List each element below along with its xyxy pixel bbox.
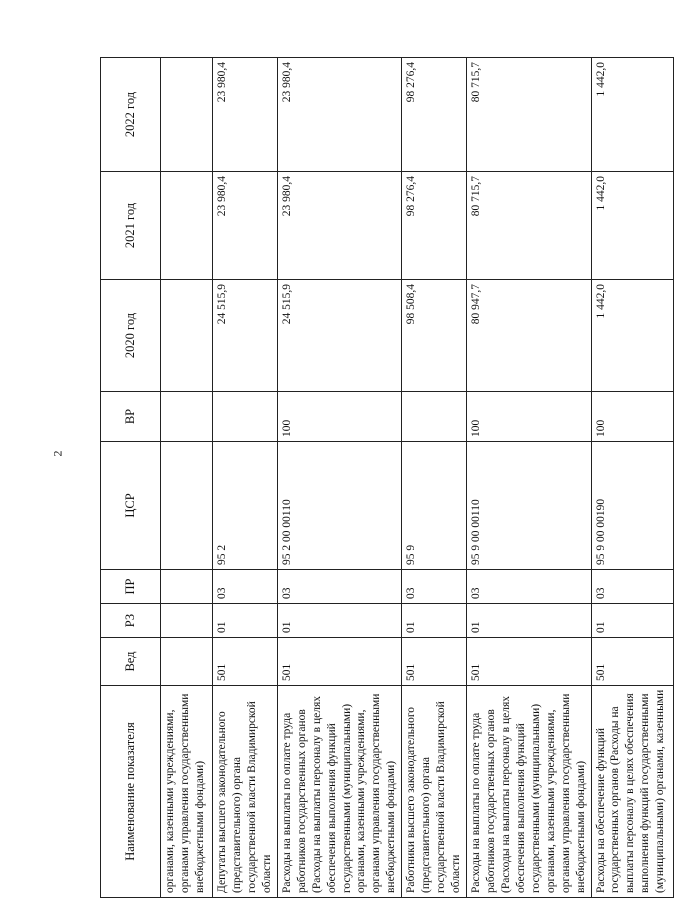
cell-rz: 01 xyxy=(213,604,278,638)
cell-pr: 03 xyxy=(402,570,467,604)
cell-vr: 100 xyxy=(467,392,592,442)
cell-2021: 1 442,0 xyxy=(591,172,673,280)
header-vr: ВР xyxy=(101,392,161,442)
cell-csr: 95 9 00 00190 xyxy=(591,442,673,570)
cell-2021: 80 715,7 xyxy=(467,172,592,280)
cell-2022: 1 442,0 xyxy=(591,58,673,172)
header-2021: 2021 год xyxy=(101,172,161,280)
row-name-line: внебюджетными фондами) xyxy=(385,760,398,893)
cell-ved: 501 xyxy=(402,638,467,686)
cell-pr: 03 xyxy=(277,570,402,604)
table-row xyxy=(467,58,592,898)
cell-vr xyxy=(213,392,278,442)
cell-2021: 23 980,4 xyxy=(213,172,278,280)
cell-ved: 501 xyxy=(467,638,592,686)
cell-csr xyxy=(161,442,213,570)
row-name xyxy=(591,686,673,898)
row-name-line: органами управления государственными xyxy=(559,693,572,893)
row-name xyxy=(213,686,278,898)
header-ved: Вед xyxy=(101,638,161,686)
table-row xyxy=(213,58,278,898)
header-2022: 2022 год xyxy=(101,58,161,172)
row-name-line: государственной власти Владимирской xyxy=(245,701,258,893)
cell-2020: 80 947,7 xyxy=(467,280,592,392)
header-csr: ЦСР xyxy=(101,442,161,570)
cell-rz: 01 xyxy=(591,604,673,638)
row-name-line: государственной власти Владимирской xyxy=(435,701,448,893)
cell-pr xyxy=(161,570,213,604)
row-name xyxy=(277,686,402,898)
cell-2021 xyxy=(161,172,213,280)
cell-ved: 501 xyxy=(277,638,402,686)
cell-rz xyxy=(161,604,213,638)
row-name-line: (Расходы на выплаты персоналу в целях xyxy=(499,695,512,893)
row-name-line: Расходы на обеспечение функций xyxy=(594,728,607,893)
cell-2020: 24 515,9 xyxy=(277,280,402,392)
cell-2020: 24 515,9 xyxy=(213,280,278,392)
row-name-line: Расходы на выплаты по оплате труда xyxy=(470,712,482,893)
cell-vr xyxy=(161,392,213,442)
cell-vr: 100 xyxy=(591,392,673,442)
cell-2022: 98 276,4 xyxy=(402,58,467,172)
row-name-line: органами управления государственными xyxy=(178,693,191,893)
row-name-line: выплаты персоналу в целях обеспечения xyxy=(624,693,637,893)
table-container xyxy=(100,58,667,898)
row-name-line: государственными (муниципальными) xyxy=(529,703,542,893)
cell-2020: 1 442,0 xyxy=(591,280,673,392)
cell-2022: 80 715,7 xyxy=(467,58,592,172)
row-name-line: выполнения функций государственными xyxy=(639,693,652,893)
row-name xyxy=(402,686,467,898)
row-name-line: Депутаты высшего законодательного xyxy=(216,711,228,893)
cell-csr: 95 2 00 00110 xyxy=(277,442,402,570)
row-name-line: государственными (муниципальными) xyxy=(340,703,353,893)
table-row xyxy=(277,58,402,898)
row-name-line: (представительного) органа xyxy=(420,757,433,893)
cell-rz: 01 xyxy=(467,604,592,638)
row-name-line: Работники высшего законодательного xyxy=(405,706,418,893)
row-name xyxy=(467,686,592,898)
table-row xyxy=(402,58,467,898)
header-2020: 2020 год xyxy=(101,280,161,392)
header-name: Наименование показателя xyxy=(101,686,161,898)
row-name-line: Расходы на выплаты по оплате труда xyxy=(280,712,293,893)
cell-ved: 501 xyxy=(591,638,673,686)
cell-pr: 03 xyxy=(213,570,278,604)
cell-2022 xyxy=(161,58,213,172)
page-number: 2 xyxy=(50,450,65,457)
row-name-line: (муниципальными) органами, казенными xyxy=(654,689,667,893)
cell-2022: 23 980,4 xyxy=(277,58,402,172)
row-name-line: (представительного) органа xyxy=(230,757,243,893)
cell-vr: 100 xyxy=(277,392,402,442)
row-name-line: органами, казенными учреждениями, xyxy=(544,709,557,893)
row-name-line: органами, казенными учреждениями, xyxy=(164,709,176,893)
budget-table xyxy=(100,57,674,898)
cell-2020: 98 508,4 xyxy=(402,280,467,392)
cell-ved xyxy=(161,638,213,686)
cell-2022: 23 980,4 xyxy=(213,58,278,172)
row-name-line: области xyxy=(260,854,273,893)
row-name-line: органами, казенными учреждениями, xyxy=(355,709,368,893)
cell-pr: 03 xyxy=(467,570,592,604)
cell-rz: 01 xyxy=(277,604,402,638)
header-pr: ПР xyxy=(101,570,161,604)
cell-ved: 501 xyxy=(213,638,278,686)
table-header-row xyxy=(101,58,161,898)
cell-2020 xyxy=(161,280,213,392)
table-row xyxy=(591,58,673,898)
cell-vr xyxy=(402,392,467,442)
table-row xyxy=(161,58,213,898)
header-rz: РЗ xyxy=(101,604,161,638)
cell-2021: 98 276,4 xyxy=(402,172,467,280)
row-name-line: работников государственных органов xyxy=(295,709,308,893)
row-name-line: работников государственных органов xyxy=(484,709,497,893)
row-name-line: органами управления государственными xyxy=(370,693,383,893)
row-name-line: обеспечения выполнения функций xyxy=(514,723,527,893)
cell-2021: 23 980,4 xyxy=(277,172,402,280)
cell-csr: 95 9 00 00110 xyxy=(467,442,592,570)
cell-rz: 01 xyxy=(402,604,467,638)
row-name-line: внебюджетными фондами) xyxy=(193,760,206,893)
row-name-line: внебюджетными фондами) xyxy=(574,760,587,893)
cell-csr: 95 2 xyxy=(213,442,278,570)
row-name-line: области xyxy=(450,854,463,893)
row-name-line: государственных органов (Расходы на xyxy=(609,706,622,893)
cell-csr: 95 9 xyxy=(402,442,467,570)
cell-pr: 03 xyxy=(591,570,673,604)
row-name-line: (Расходы на выплаты персоналу в целях xyxy=(310,695,323,893)
row-name xyxy=(161,686,213,898)
row-name-line: обеспечения выполнения функций xyxy=(325,723,338,893)
